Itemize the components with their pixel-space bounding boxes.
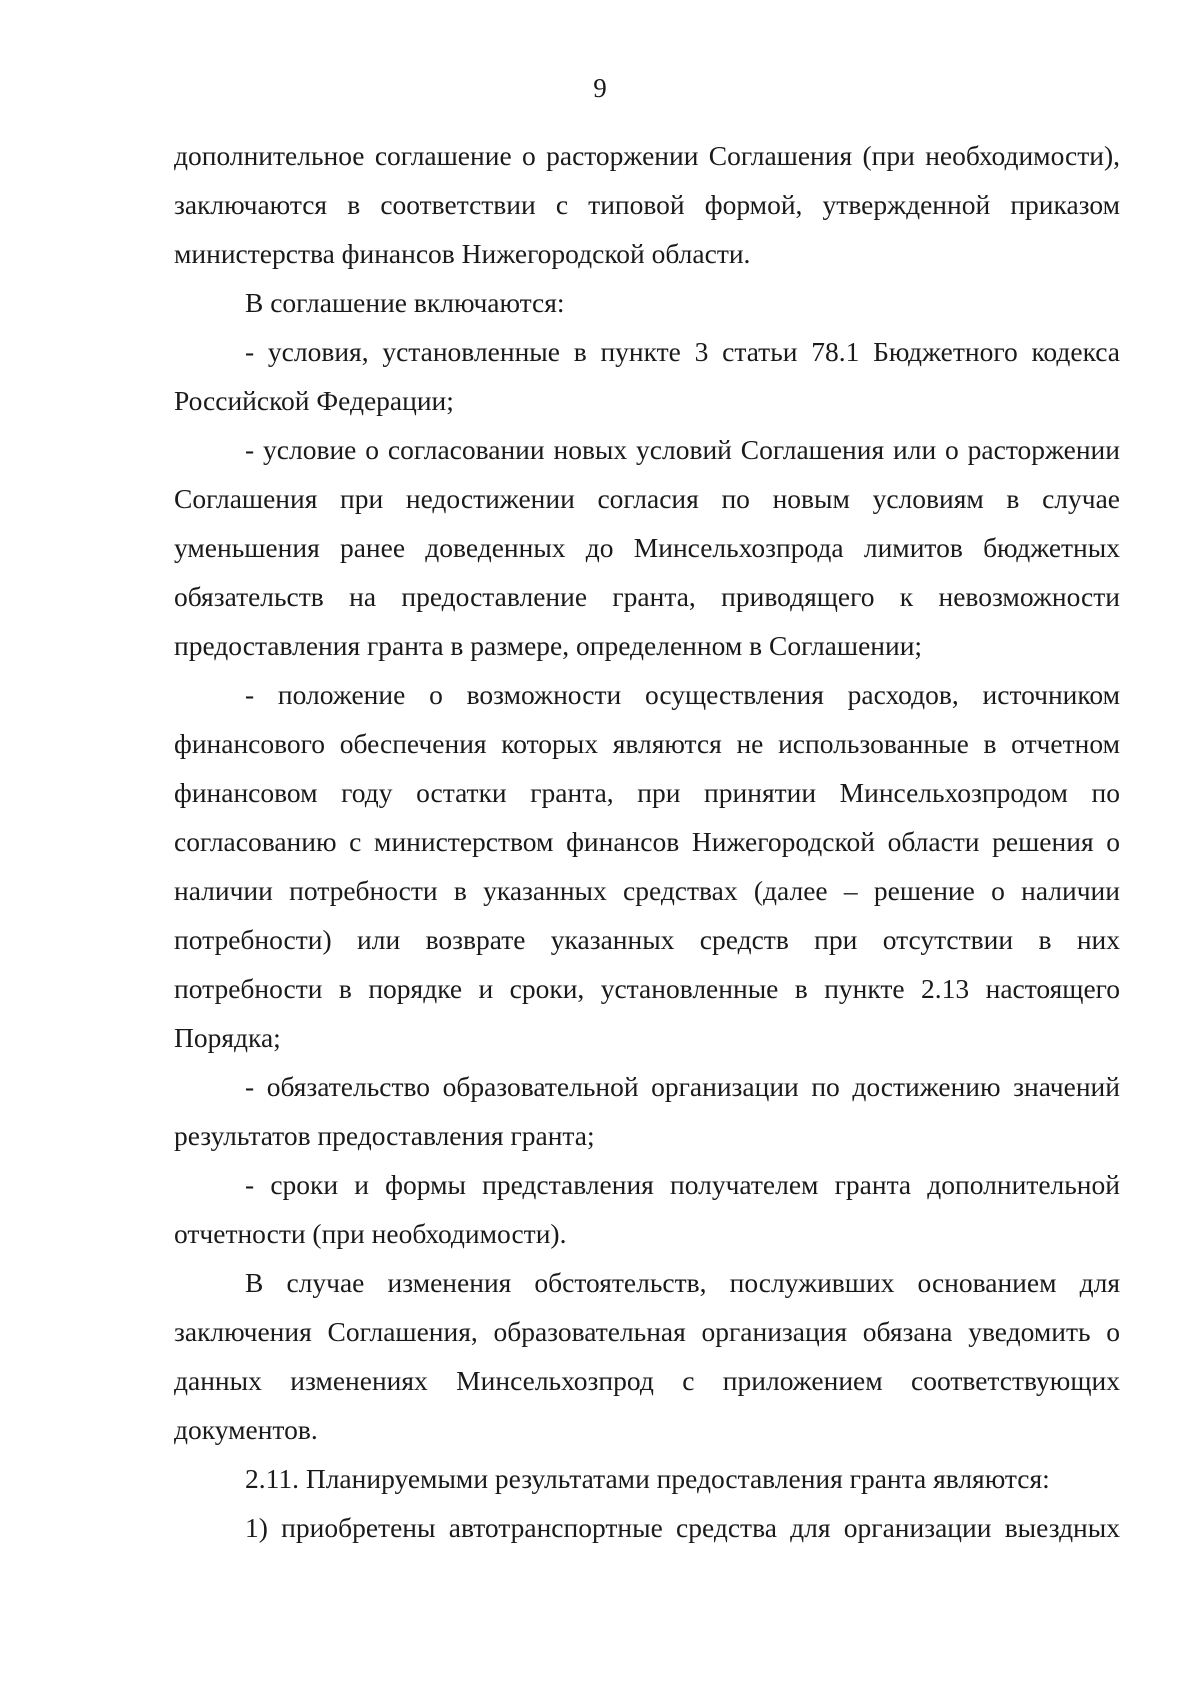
page-number: 9 — [593, 73, 607, 103]
list-item-reporting-terms: - сроки и формы представления получателем гранта дополнительной отчетности (при необходимости). — [174, 1169, 1120, 1249]
document-body — [174, 131, 1120, 1552]
paragraph-agreement-includes: В соглашение включаются: — [245, 287, 565, 318]
paragraph-agreement-forms: дополнительное соглашение о расторжении Соглашения (при необходимости), заключаются в соответствии с типовой формой, утвержденной приказом министерства финансов Нижегородской области. — [174, 140, 1120, 269]
list-item-results-obligation: - обязательство образовательной организации по достижению значений результатов предоставления гранта; — [174, 1071, 1120, 1151]
list-item-new-conditions-agreement: - условие о согласовании новых условий Соглашения или о расторжении Соглашения при недостижении согласия по новым условиям в случае уменьшения ранее доведенных до Минсельхозпрода лимитов бюджетных обязательств на предоставление гранта, приводящего к невозможности предоставления гранта в размере, определенном в Соглашении; — [174, 434, 1120, 661]
paragraph-change-notification: В случае изменения обстоятельств, послуживших основанием для заключения Соглашения, образовательная организация обязана уведомить о данных изменениях Минсельхозпрод с приложением соответствующих документов. — [174, 1267, 1120, 1445]
list-item-budget-code-conditions: - условия, установленные в пункте 3 статьи 78.1 Бюджетного кодекса Российской Федерации; — [174, 336, 1120, 416]
section-heading-2-11: 2.11. Планируемыми результатами предоставления гранта являются: — [245, 1463, 1050, 1494]
list-item-unused-balance-provision: - положение о возможности осуществления расходов, источником финансового обеспечения которых являются не использованные в отчетном финансовом году остатки гранта, при принятии Минсельхозпродом по согласованию с министерством финансов Нижегородской области решения о наличии потребности в указанных средствах (далее – решение о наличии потребности) или возврате указанных средств при отсутствии в них потребности в порядке и сроки, установленные в пункте 2.13 настоящего Порядка; — [174, 679, 1120, 1053]
list-item-vehicles-acquired: 1) приобретены автотранспортные средства для организации выездных — [245, 1512, 1120, 1543]
